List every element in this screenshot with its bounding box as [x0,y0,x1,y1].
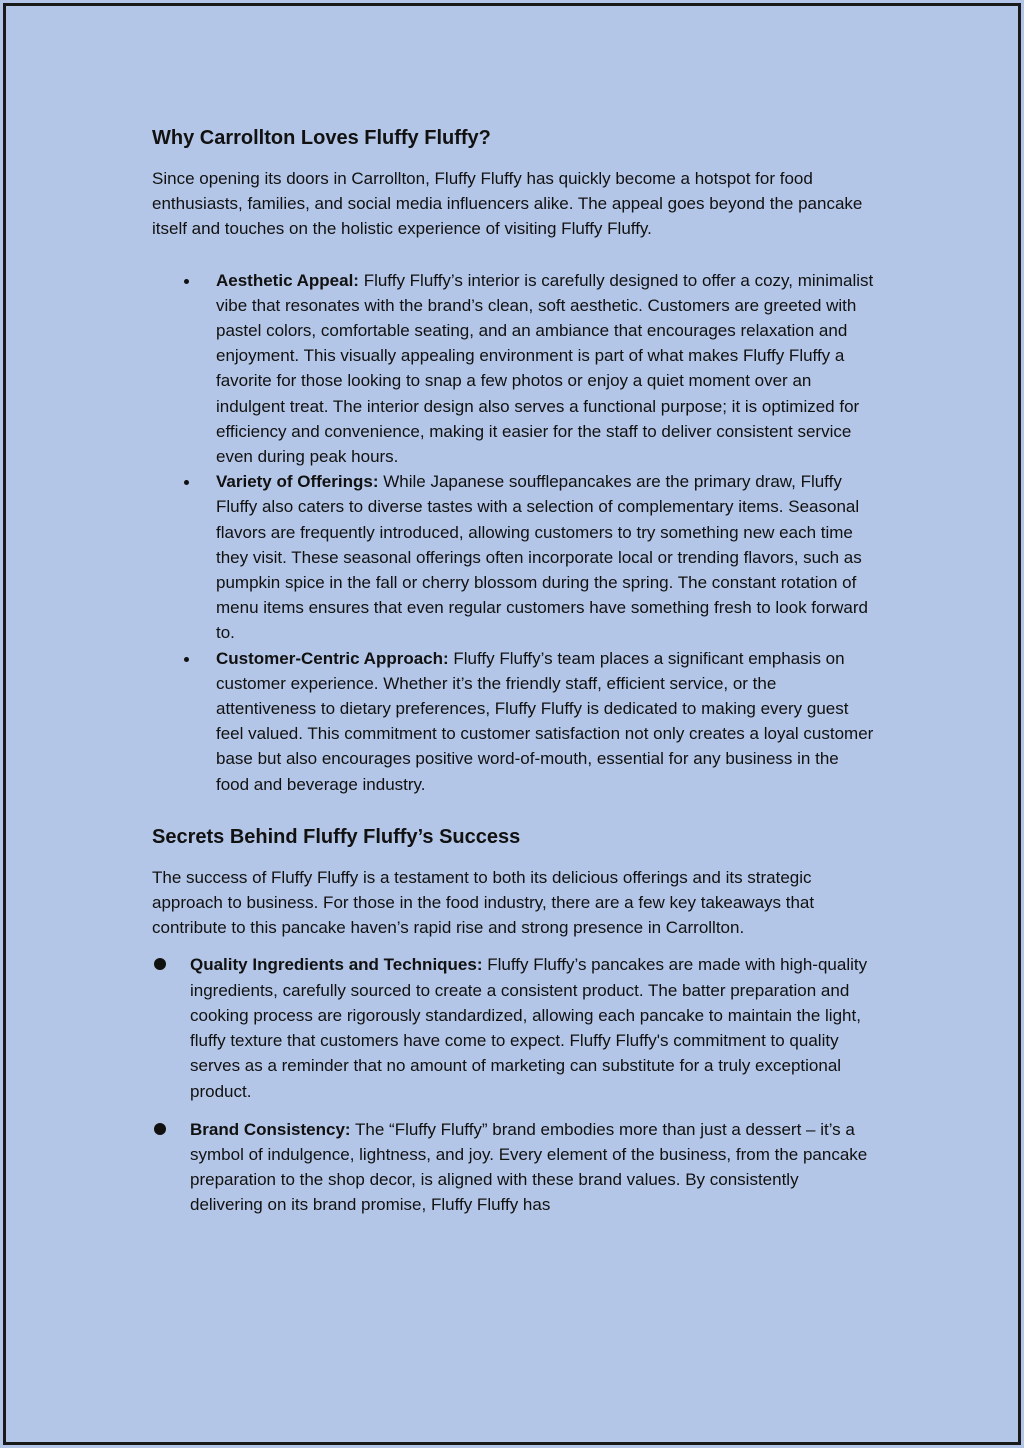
list-item-text: Fluffy Fluffy’s team places a significant emphasis on customer experience. Whether it’s the friendly staff, efficient service, or the attentiveness to dietary preferences, Fluffy Fluffy is dedicated to making every guest feel valued. This commitment to customer satisfaction not only creates a loyal customer base but also encourages positive word-of-mouth, essential for any business in the food and beverage industry. [216,648,874,794]
list-item [152,952,876,1103]
section-intro-paragraph: The success of Fluffy Fluffy is a testament to both its delicious offerings and its strategic approach to business. For those in the food industry, there are a few key takeaways that contribute to this pancake haven’s rapid rise and strong presence in Carrollton. [152,867,815,938]
bullet-dot-icon [184,657,189,662]
reasons-list [152,268,876,797]
bullet-dot-icon [184,480,189,485]
section-heading: Why Carrollton Loves Fluffy Fluffy? [152,127,491,149]
list-item-title: Customer-Centric Approach: [216,648,449,668]
list-item-text: Fluffy Fluffy’s pancakes are made with high-quality ingredients, carefully sourced to create a consistent product. The batter preparation and cooking process are rigorously standardized, allowing each pancake to maintain the light, fluffy texture that customers have come to expect. Fluffy Fluffy's commitment to quality serves as a reminder that no amount of marketing can substitute for a truly exceptional product. [190,955,868,1101]
list-item-title: Quality Ingredients and Techniques: [190,955,483,975]
success-factors-list [152,952,876,1217]
list-item-text: While Japanese soufflepancakes are the primary draw, Fluffy Fluffy also caters to diverse tastes with a selection of complementary items. Seasonal flavors are frequently introduced, allowing customers to try something new each time they visit. These seasonal offerings often incorporate local or trending flavors, such as pumpkin spice in the fall or cherry blossom during the spring. The constant rotation of menu items ensures that even regular customers have something fresh to look forward to. [216,472,868,643]
list-item-text: Fluffy Fluffy’s interior is carefully designed to offer a cozy, minimalist vibe that resonates with the brand’s clean, soft aesthetic. Customers are greeted with pastel colors, comfortable seating, and an ambiance that encourages relaxation and enjoyment. This visually appealing environment is part of what makes Fluffy Fluffy a favorite for those looking to snap a few photos or enjoy a quiet moment over an indulgent treat. The interior design also serves a functional purpose; it is optimized for efficiency and convenience, making it easier for the staff to deliver consistent service even during peak hours. [216,270,874,467]
list-item-text: The “Fluffy Fluffy” brand embodies more than just a dessert – it’s a symbol of indulgence, lightness, and joy. Every element of the business, from the pancake preparation to the shop decor, is aligned with these brand values. By consistently delivering on its brand promise, Fluffy Fluffy has [190,1119,868,1215]
list-item [152,268,876,470]
list-item [152,1117,876,1218]
list-item [152,469,876,645]
list-item-title: Variety of Offerings: [216,472,379,492]
bullet-dot-icon [154,958,166,970]
list-item [152,646,876,797]
bullet-dot-icon [154,1123,166,1135]
section-why-carrollton [152,124,876,797]
list-item-title: Brand Consistency: [190,1119,351,1139]
section-secrets-success [152,823,876,1218]
bullet-dot-icon [184,279,189,284]
list-item-title: Aesthetic Appeal: [216,270,359,290]
section-heading: Secrets Behind Fluffy Fluffy’s Success [152,825,521,848]
section-intro-paragraph: Since opening its doors in Carrollton, Fluffy Fluffy has quickly become a hotspot for food enthusiasts, families, and social media influencers alike. The appeal goes beyond the pancake itself and touches on the holistic experience of visiting Fluffy Fluffy. [152,169,863,239]
document-content [152,124,876,1231]
